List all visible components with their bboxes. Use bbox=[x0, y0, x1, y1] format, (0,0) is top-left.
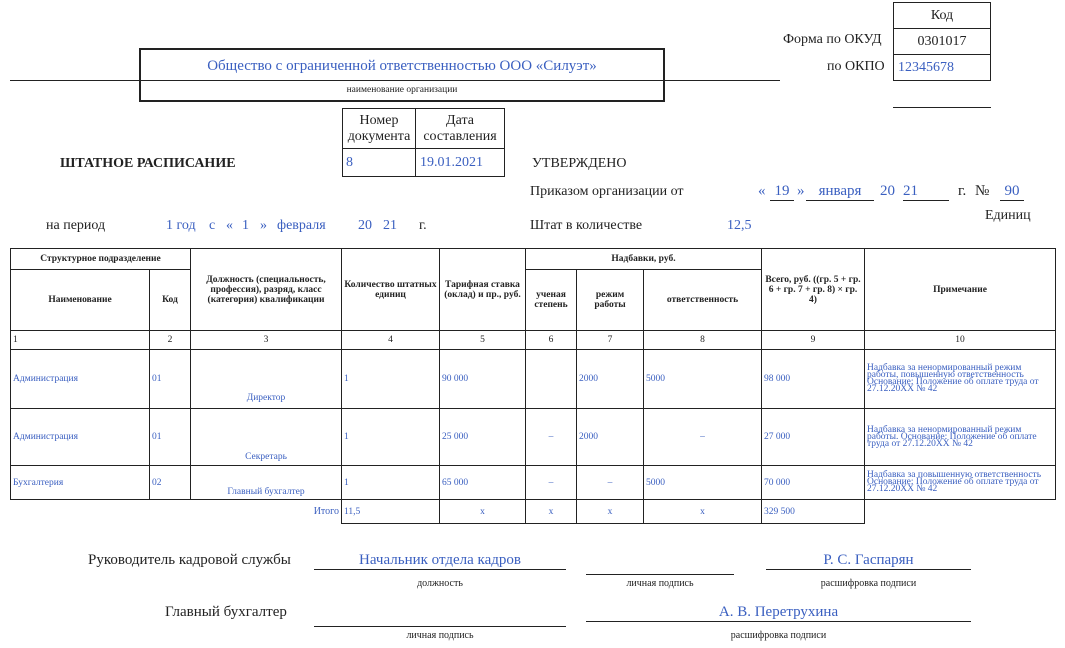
cell-mode: – bbox=[577, 466, 644, 500]
cell-code: 02 bbox=[150, 466, 191, 500]
cell-resp: – bbox=[644, 409, 762, 466]
header-structural: Структурное подразделение bbox=[11, 249, 191, 270]
hr-name: Р. С. Гаспарян bbox=[766, 552, 971, 570]
cell-note: Надбавка за ненормированный режим работы, повышенную ответственность Основание: Положение об оплате труда от 27.12.20XX № 42 bbox=[865, 350, 1056, 409]
cell-note: Надбавка за повышенную ответственность Основание: Положение об оплате труда от 27.12.20XX № 42 bbox=[865, 466, 1056, 500]
order-year-suffix: 21 bbox=[903, 183, 949, 201]
hr-position: Начальник отдела кадров bbox=[314, 552, 566, 570]
cell-position: Директор bbox=[191, 350, 342, 409]
col-number: 6 bbox=[526, 331, 577, 350]
order-year-prefix: 20 bbox=[880, 183, 895, 199]
approved-label: УТВЕРЖДЕНО bbox=[532, 156, 627, 171]
totals-resp: x bbox=[644, 500, 762, 524]
order-number: 90 bbox=[1000, 183, 1024, 201]
col-number: 9 bbox=[762, 331, 865, 350]
cell-count: 1 bbox=[342, 409, 440, 466]
staff-units: Единиц bbox=[985, 208, 1031, 223]
codes-header: Код bbox=[894, 3, 991, 29]
cell-degree: – bbox=[526, 409, 577, 466]
cell-count: 1 bbox=[342, 350, 440, 409]
cell-dept: Администрация bbox=[11, 350, 150, 409]
order-month: января bbox=[806, 183, 874, 201]
totals-label: Итого bbox=[313, 506, 339, 518]
totals-count: 11,5 bbox=[342, 500, 440, 524]
caption-decode: расшифровка подписи bbox=[820, 578, 917, 589]
cell-degree: – bbox=[526, 466, 577, 500]
order-quote-open: « bbox=[758, 183, 766, 199]
acc-caption-signature: личная подпись bbox=[406, 630, 474, 641]
header-responsibility: ответственность bbox=[644, 270, 762, 331]
organization-caption: наименование организации bbox=[346, 85, 458, 95]
period-year-prefix: 20 bbox=[358, 218, 372, 233]
col-number: 1 bbox=[11, 331, 150, 350]
cell-resp: 5000 bbox=[644, 466, 762, 500]
doc-number-header: Номер документа bbox=[343, 109, 416, 149]
header-total: Всего, руб. ((гр. 5 + гр. 6 + гр. 7 + гр. 8) × гр. 4) bbox=[762, 249, 865, 331]
totals-rate: x bbox=[440, 500, 526, 524]
cell-resp: 5000 bbox=[644, 350, 762, 409]
cell-total: 98 000 bbox=[762, 350, 865, 409]
document-id-table bbox=[342, 108, 505, 177]
cell-dept: Администрация bbox=[11, 409, 150, 466]
col-number: 7 bbox=[577, 331, 644, 350]
table-row bbox=[11, 350, 1056, 409]
cell-count: 1 bbox=[342, 466, 440, 500]
cell-total: 70 000 bbox=[762, 466, 865, 500]
totals-degree: x bbox=[526, 500, 577, 524]
col-number: 8 bbox=[644, 331, 762, 350]
period-quote-close: » bbox=[260, 218, 267, 233]
staff-value: 12,5 bbox=[727, 218, 752, 233]
acc-signature-line bbox=[314, 626, 566, 627]
cell-mode: 2000 bbox=[577, 350, 644, 409]
acc-name: А. В. Перетрухина bbox=[586, 604, 971, 622]
col-number: 10 bbox=[865, 331, 1056, 350]
period-day: 1 bbox=[242, 218, 249, 233]
header-note: Примечание bbox=[865, 249, 1056, 331]
staff-schedule-table bbox=[10, 248, 1056, 524]
table-row bbox=[11, 409, 1056, 466]
table-row bbox=[11, 466, 1056, 500]
totals-empty bbox=[11, 500, 150, 524]
order-year-abbr: г. bbox=[958, 183, 967, 199]
cell-total: 27 000 bbox=[762, 409, 865, 466]
col-number: 4 bbox=[342, 331, 440, 350]
hr-label: Руководитель кадровой службы bbox=[88, 552, 291, 568]
col-number: 2 bbox=[150, 331, 191, 350]
header-degree: ученая степень bbox=[526, 270, 577, 331]
header-count: Количество штатных единиц bbox=[342, 249, 440, 331]
period-month: февраля bbox=[277, 218, 326, 233]
cell-rate: 25 000 bbox=[440, 409, 526, 466]
period-from: с bbox=[209, 218, 216, 233]
order-day: 19 bbox=[770, 183, 794, 201]
period-label: на период bbox=[46, 218, 106, 233]
order-number-sign: № bbox=[975, 183, 990, 199]
cell-position: Секретарь bbox=[191, 409, 342, 466]
caption-signature: личная подпись bbox=[626, 578, 694, 589]
header-rate: Тарифная ставка (оклад) и пр., руб. bbox=[440, 249, 526, 331]
col-number: 5 bbox=[440, 331, 526, 350]
cell-note: Надбавка за ненормированный режим работы. Основание: Положение об оплате труда от 27.12.20XX № 42 bbox=[865, 409, 1056, 466]
totals-mode: x bbox=[577, 500, 644, 524]
period-duration: 1 год bbox=[166, 218, 196, 233]
header-code: Код bbox=[150, 270, 191, 331]
totals-row bbox=[11, 500, 1056, 524]
acc-label: Главный бухгалтер bbox=[165, 604, 287, 620]
okpo-value: 12345678 bbox=[894, 55, 991, 81]
cell-dept: Бухгалтерия bbox=[11, 466, 150, 500]
period-quote-open: « bbox=[226, 218, 233, 233]
okud-label: Форма по ОКУД bbox=[783, 32, 882, 47]
header-position: Должность (специальность, профессия), разряд, класс (категория) квалификации bbox=[191, 249, 342, 331]
caption-position: должность bbox=[417, 578, 463, 589]
divider-code bbox=[893, 107, 991, 108]
codes-table bbox=[893, 2, 991, 81]
cell-rate: 90 000 bbox=[440, 350, 526, 409]
order-label: Приказом организации от bbox=[530, 184, 684, 199]
cell-mode: 2000 bbox=[577, 409, 644, 466]
okpo-label: по ОКПО bbox=[827, 59, 885, 74]
cell-rate: 65 000 bbox=[440, 466, 526, 500]
totals-total: 329 500 bbox=[762, 500, 865, 524]
hr-signature-line bbox=[586, 574, 734, 575]
okud-value: 0301017 bbox=[894, 29, 991, 55]
totals-empty bbox=[865, 500, 1056, 524]
totals-label-cell bbox=[150, 500, 342, 524]
organization-name: Общество с ограниченной ответственностью ООО «Силуэт» bbox=[207, 58, 597, 74]
header-name: Наименование bbox=[11, 270, 150, 331]
cell-code: 01 bbox=[150, 409, 191, 466]
staff-label: Штат в количестве bbox=[530, 218, 643, 233]
period-year-abbr: г. bbox=[419, 218, 427, 233]
doc-date: 19.01.2021 bbox=[416, 149, 505, 177]
doc-date-header: Дата составления bbox=[416, 109, 505, 149]
cell-code: 01 bbox=[150, 350, 191, 409]
header-allowances: Надбавки, руб. bbox=[526, 249, 762, 270]
order-quote-close: » bbox=[797, 183, 805, 199]
cell-position: Главный бухгалтер bbox=[191, 466, 342, 500]
col-number: 3 bbox=[191, 331, 342, 350]
period-year-suffix: 21 bbox=[383, 218, 397, 233]
acc-caption-decode: расшифровка подписи bbox=[730, 630, 827, 641]
header-mode: режим работы bbox=[577, 270, 644, 331]
cell-degree bbox=[526, 350, 577, 409]
document-title: ШТАТНОЕ РАСПИСАНИЕ bbox=[60, 156, 236, 171]
doc-number: 8 bbox=[343, 149, 416, 177]
